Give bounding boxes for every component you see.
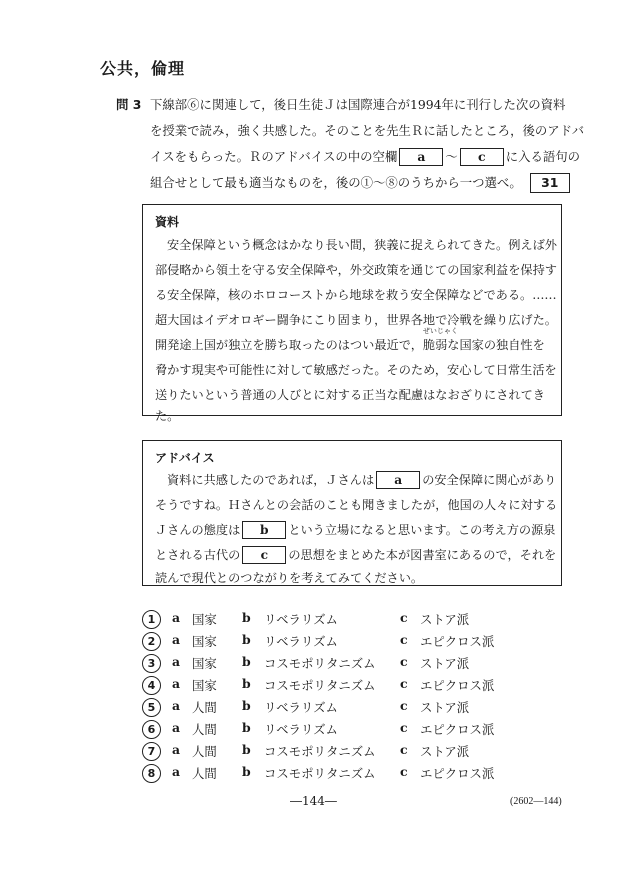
material-line-7: 送りたいという普通の人びとに対する正当な配慮はなおざりにされてき xyxy=(155,388,545,402)
choice-key-a: a xyxy=(172,676,181,691)
choice-c-value: エピクロス派 xyxy=(420,634,495,649)
choice-key-b: b xyxy=(242,654,251,669)
choice-key-b: b xyxy=(242,720,251,735)
choice-key-a: a xyxy=(172,698,181,713)
advice-line-4-post: の思想をまとめた本が図書室にあるので，それを xyxy=(288,548,557,562)
choice-3[interactable] xyxy=(142,654,542,676)
ruby-word xyxy=(422,327,458,353)
choice-a-value: 人間 xyxy=(192,744,217,759)
choice-7[interactable] xyxy=(142,742,542,764)
advice-title: アドバイス xyxy=(155,451,215,465)
question-line-4-text: 組合せとして最も適当なものを，後の①～⑧のうちから一つ選べ。 xyxy=(150,175,522,190)
choice-c-value: ストア派 xyxy=(420,700,470,715)
choice-number: 4 xyxy=(142,676,161,695)
choice-number: 2 xyxy=(142,632,161,651)
choice-key-c: c xyxy=(400,632,408,647)
advice-line-3-post: という立場になると思います。この考え方の源泉 xyxy=(288,523,556,537)
question-line-3 xyxy=(150,144,580,170)
advice-line-1-pre: 資料に共感したのであれば，Ｊさんは xyxy=(167,473,375,487)
ruby-reading: ぜいじゃく xyxy=(422,327,458,335)
choice-key-b: b xyxy=(242,742,251,757)
choice-key-c: c xyxy=(400,698,408,713)
advice-line-3 xyxy=(155,521,555,539)
choice-c-value: エピクロス派 xyxy=(420,766,495,781)
choice-a-value: 人間 xyxy=(192,700,217,715)
choice-a-value: 人間 xyxy=(192,766,217,781)
question-line-4 xyxy=(150,170,570,196)
choice-number: 3 xyxy=(142,654,161,673)
choice-key-c: c xyxy=(400,676,408,691)
choice-key-c: c xyxy=(400,654,408,669)
choice-key-c: c xyxy=(400,610,408,625)
advice-line-4 xyxy=(155,546,556,564)
advice-line-1-post: の安全保障に関心があり xyxy=(422,473,557,487)
choice-number: 1 xyxy=(142,610,161,629)
advice-blank-c: c xyxy=(242,546,286,564)
material-line-5-post: な国家の独自性を xyxy=(447,338,545,352)
choice-a-value: 人間 xyxy=(192,722,217,737)
choice-2[interactable] xyxy=(142,632,542,654)
material-line-4: 超大国はイデオロギー闘争にこり固まり，世界各地で冷戦を繰り広げた。 xyxy=(155,313,557,327)
blank-box-a: a xyxy=(399,148,443,166)
choice-b-value: リベラリズム xyxy=(264,722,338,737)
material-line-5-pre: 開発途上国が独立を勝ち取ったのはつい最近で， xyxy=(155,338,423,352)
choice-b-value: コスモポリタニズム xyxy=(264,766,376,781)
page-number: ―144― xyxy=(290,794,337,808)
choice-key-a: a xyxy=(172,654,181,669)
material-line-8: た。 xyxy=(155,409,180,423)
material-title: 資料 xyxy=(155,215,180,229)
choice-5[interactable] xyxy=(142,698,542,720)
choice-number: 5 xyxy=(142,698,161,717)
page-code: (2602―144) xyxy=(510,796,562,807)
question-number: 問 3 xyxy=(116,97,142,112)
advice-frame xyxy=(142,440,562,586)
answer-box: 31 xyxy=(530,173,570,193)
material-line-1: 安全保障という概念はかなり長い間，狭義に捉えられてきた。例えば外 xyxy=(167,238,557,252)
choice-key-b: b xyxy=(242,610,251,625)
choice-4[interactable] xyxy=(142,676,542,698)
choice-a-value: 国家 xyxy=(192,612,217,627)
question-line-2: を授業で読み，強く共感した。そのことを先生Ｒに話したところ，後のアドバ xyxy=(150,123,585,138)
material-line-3: る安全保障，核のホロコーストから地球を救う安全保障などである。…… xyxy=(155,288,557,302)
choice-c-value: ストア派 xyxy=(420,744,470,759)
choice-key-c: c xyxy=(400,764,408,779)
choice-b-value: リベラリズム xyxy=(264,634,338,649)
ruby-base: 脆弱 xyxy=(422,338,448,352)
subject-title: 公共，倫理 xyxy=(100,59,186,78)
choice-number: 6 xyxy=(142,720,161,739)
choice-key-c: c xyxy=(400,742,408,757)
choice-a-value: 国家 xyxy=(192,656,217,671)
material-line-6: 脅かす現実や可能性に対して敏感だった。そのため，安心して日常生活を xyxy=(155,363,557,377)
choice-6[interactable] xyxy=(142,720,542,742)
material-frame xyxy=(142,204,562,423)
advice-blank-a: a xyxy=(376,471,420,489)
choice-c-value: エピクロス派 xyxy=(420,678,495,693)
choice-c-value: ストア派 xyxy=(420,656,470,671)
choice-key-a: a xyxy=(172,764,181,779)
advice-line-3-pre: Ｊさんの態度は xyxy=(155,523,241,537)
question-line-1: 下線部⑥に関連して，後日生徒Ｊは国際連合が1994年に刊行した次の資料 xyxy=(150,97,566,112)
choice-a-value: 国家 xyxy=(192,634,217,649)
advice-line-1 xyxy=(167,471,556,489)
advice-line-5: 読んで現代とのつながりを考えてみてください。 xyxy=(155,571,424,585)
choice-key-b: b xyxy=(242,764,251,779)
choice-key-b: b xyxy=(242,676,251,691)
choice-a-value: 国家 xyxy=(192,678,217,693)
choice-number: 7 xyxy=(142,742,161,761)
choice-8[interactable] xyxy=(142,764,542,786)
choice-1[interactable] xyxy=(142,610,542,632)
choice-b-value: リベラリズム xyxy=(264,700,338,715)
choice-key-a: a xyxy=(172,632,181,647)
advice-line-2: そうですね。Ｈさんとの会話のことも聞きましたが，他国の人々に対する xyxy=(155,498,558,512)
blank-box-c: c xyxy=(460,148,504,166)
choice-key-a: a xyxy=(172,742,181,757)
tilde: ～ xyxy=(445,149,458,164)
question-line-3-post: に入る語句の xyxy=(505,149,581,164)
choice-key-c: c xyxy=(400,720,408,735)
question-line-3-pre: イスをもらった。Ｒのアドバイスの中の空欄 xyxy=(150,149,398,164)
advice-line-4-pre: とされる古代の xyxy=(155,548,241,562)
choice-b-value: リベラリズム xyxy=(264,612,338,627)
choice-b-value: コスモポリタニズム xyxy=(264,678,376,693)
choice-key-b: b xyxy=(242,632,251,647)
choice-c-value: ストア派 xyxy=(420,612,470,627)
material-line-5 xyxy=(155,327,545,353)
material-line-2: 部侵略から領土を守る安全保障や，外交政策を通じての国家利益を保持す xyxy=(155,263,557,277)
choice-key-a: a xyxy=(172,720,181,735)
choice-c-value: エピクロス派 xyxy=(420,722,495,737)
choice-number: 8 xyxy=(142,764,161,783)
choice-key-a: a xyxy=(172,610,181,625)
advice-blank-b: b xyxy=(242,521,286,539)
choice-b-value: コスモポリタニズム xyxy=(264,744,376,759)
choice-b-value: コスモポリタニズム xyxy=(264,656,376,671)
choice-key-b: b xyxy=(242,698,251,713)
